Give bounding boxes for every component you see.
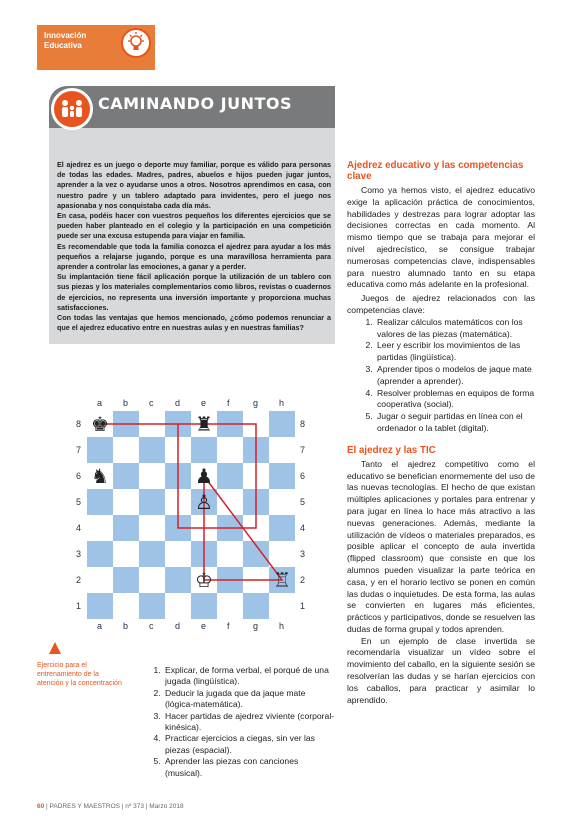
board-square-e7 [191, 437, 217, 463]
board-square-d8 [165, 411, 191, 437]
board-square-g8 [243, 411, 269, 437]
rank-label: 3 [76, 549, 82, 559]
paragraph: En un ejemplo de clase invertida se recomendaría visualizar un vídeo sobre el movimiento del caballo, en la siguiente sesión se resolverían las dudas y se harían ejercicios con los caballos, para practicar y asimilar lo aprendido. [347, 635, 535, 705]
file-label: h [279, 398, 285, 408]
list-item: 4. Practicar ejercicios a ciegas, sin ver las piezas (espacial). [163, 733, 335, 756]
rank-label: 8 [76, 419, 82, 429]
file-label: c [149, 621, 154, 631]
intro-paragraph: El ajedrez es un juego o deporte muy familiar, porque es válido para personas de todas las edades. Madres, padres, abuelos e hijos pueden jugar juntos, aprender a la vez o ayudarse unos a otros. Nosotros aprendimos en casa, con nuestro padre y un tablero adaptado para invidentes, pero el juego nos apasionaba y nos conquistaba cada día más. [57, 160, 331, 210]
heading-tic: El ajedrez y las TIC [347, 444, 436, 456]
board-square-b8 [113, 411, 139, 437]
list-item: 4. Resolver problemas en equipos de forma cooperativa (social). [375, 388, 535, 412]
family-icon [51, 88, 93, 130]
rank-label: 5 [76, 497, 82, 507]
board-square-b3 [113, 541, 139, 567]
board-square-a1 [87, 593, 113, 619]
board-square-h3 [269, 541, 295, 567]
board-square-g3 [243, 541, 269, 567]
board-square-d1 [165, 593, 191, 619]
board-square-f5 [217, 489, 243, 515]
board-square-b7 [113, 437, 139, 463]
board-square-c5 [139, 489, 165, 515]
board-square-f1 [217, 593, 243, 619]
board-square-a7 [87, 437, 113, 463]
board-square-b2 [113, 567, 139, 593]
board-square-f2 [217, 567, 243, 593]
section-tag-line1: Innovación [44, 31, 87, 40]
paragraph: Juegos de ajedrez relacionados con las competencias clave: [347, 293, 535, 315]
file-label: b [123, 398, 129, 408]
board-square-g1 [243, 593, 269, 619]
board-square-h8 [269, 411, 295, 437]
competencias-list [347, 317, 535, 435]
list-item: 2. Leer y escribir los movimientos de las partidas (lingüística). [375, 340, 535, 364]
board-square-b1 [113, 593, 139, 619]
page-number: 60 [37, 803, 45, 810]
section-tag-line2: Educativa [44, 41, 82, 50]
board-square-c2 [139, 567, 165, 593]
rank-label: 1 [76, 601, 82, 611]
board-square-c4 [139, 515, 165, 541]
caption-arrow-icon [49, 642, 61, 654]
file-label: h [279, 621, 285, 631]
intro-paragraph: En casa, podéis hacer con vuestros pequeños los diferentes ejercicios que se pueden haber planteado en el colegio y la participación en una competición puede ser una excusa estupenda para viajar en familia. [57, 211, 331, 241]
file-label: d [175, 398, 181, 408]
rank-label: 7 [76, 445, 82, 455]
board-square-g6 [243, 463, 269, 489]
figure-caption: Ejercicio para el entrenamiento de la atención y la concentración [37, 662, 122, 688]
board-square-c7 [139, 437, 165, 463]
board-square-f6 [217, 463, 243, 489]
chess-piece-e8: ♜ [195, 412, 213, 436]
rank-label: 6 [300, 471, 306, 481]
intro-paragraph: Su implantación tiene fácil aplicación porque la utilización de un tablero con sus piezas y los materiales complementarios como libros, revistas o cuadernos de ejercicios, no representa una inversión importante y proporciona muchas satisfacciones. [57, 272, 331, 312]
issue-number: nº 373 [125, 803, 144, 810]
board-square-d3 [165, 541, 191, 567]
board-square-d4 [165, 515, 191, 541]
board-square-h4 [269, 515, 295, 541]
board-square-e3 [191, 541, 217, 567]
board-square-c3 [139, 541, 165, 567]
board-square-h6 [269, 463, 295, 489]
chess-piece-e2: ♔ [195, 568, 213, 592]
rank-label: 2 [76, 575, 82, 585]
list-item: 5. Jugar o seguir partidas en línea con el ordenador o la tablet (digital). [375, 411, 535, 435]
heading-competencias: Ajedrez educativo y las competencias clave [347, 160, 524, 182]
rank-label: 3 [300, 549, 306, 559]
board-square-c6 [139, 463, 165, 489]
board-square-h1 [269, 593, 295, 619]
board-square-f3 [217, 541, 243, 567]
magazine-name: PADRES Y MAESTROS [49, 803, 120, 810]
list-item: 2. Deducir la jugada que da jaque mate (lógica-matemática). [163, 688, 335, 711]
chess-piece-e6: ♟ [195, 464, 213, 488]
board-square-f8 [217, 411, 243, 437]
exercise-list [145, 665, 335, 779]
list-item: 1. Explicar, de forma verbal, el porqué de una jugada (lingüística). [163, 665, 335, 688]
chess-piece-e5: ♙ [195, 490, 213, 514]
board-square-a2 [87, 567, 113, 593]
board-square-d7 [165, 437, 191, 463]
board-square-h5 [269, 489, 295, 515]
board-square-b4 [113, 515, 139, 541]
board-square-f7 [217, 437, 243, 463]
rank-label: 6 [76, 471, 82, 481]
board-square-g2 [243, 567, 269, 593]
board-square-g4 [243, 515, 269, 541]
intro-paragraph: Con todas las ventajas que hemos mencionado, ¿cómo podemos renunciar a que el ajedrez educativo entre en nuestras aulas y en nuestras familias? [57, 313, 331, 333]
chess-piece-a8: ♚ [91, 412, 109, 436]
board-square-e4 [191, 515, 217, 541]
board-square-c1 [139, 593, 165, 619]
board-square-g5 [243, 489, 269, 515]
file-label: e [201, 621, 207, 631]
issue-date: Marzo 2018 [149, 803, 184, 810]
file-label: f [227, 621, 230, 631]
board-square-d2 [165, 567, 191, 593]
board-square-g7 [243, 437, 269, 463]
rank-label: 2 [300, 575, 306, 585]
board-square-d5 [165, 489, 191, 515]
right-column [347, 160, 535, 706]
board-square-a5 [87, 489, 113, 515]
page-footer: 60 | PADRES Y MAESTROS | nº 373 | Marzo 2018 [37, 803, 184, 810]
rank-label: 4 [300, 523, 306, 533]
chess-piece-h2: ♖ [273, 568, 291, 592]
file-label: g [253, 398, 259, 408]
rank-label: 5 [300, 497, 306, 507]
list-item: 3. Hacer partidas de ajedrez viviente (corporal-kinésica). [163, 711, 335, 734]
section-title: CAMINANDO JUNTOS [98, 94, 292, 113]
paragraph: Tanto el ajedrez competitivo como el educativo se benefician enormemente del uso de las nuevas tecnologías. El hecho de que existan múltiples aplicaciones y portales para entrenar y para jugar en línea lo hace más atractivo a las nuevas generaciones. Además, mediante la utilización de vídeos o materiales preparados, es posible aplicar el concepto de aula invertida (flipped classroom) que consiste en que los alumnos pueden visualizar la parte teórica en casa, y en el horario lectivo se ponen en común las dudas o inquietudes. De esta forma, las aulas se convierten en lugares más eficientes, prácticos y participativos, donde se resuelven las dudas de forma grupal y todos aprenden. [347, 458, 535, 634]
intro-text [57, 160, 331, 333]
file-label: b [123, 621, 129, 631]
paragraph: Como ya hemos visto, el ajedrez educativo exige la aplicación práctica de conocimientos, habilidades y destrezas para lograr adoptar las decisiones correctas en cada momento. Al mismo tiempo que se trabaja para mejorar el nivel ajedrecístico, se consigue trabajar numerosas competencias clave, indispensables para nuestro alumnado tanto en su etapa educativa como más adelante en la profesional. [347, 185, 535, 290]
board-square-c8 [139, 411, 165, 437]
file-label: c [149, 398, 154, 408]
board-square-a3 [87, 541, 113, 567]
board-square-h7 [269, 437, 295, 463]
list-item: 3. Aprender tipos o modelos de jaque mate (aprender a aprender). [375, 364, 535, 388]
board-square-e1 [191, 593, 217, 619]
intro-paragraph: Es recomendable que toda la familia conozca el ajedrez para ayudar a los más pequeños a relajarse jugando, porque es una maravillosa herramienta para aprender a controlar las emociones, a ganar y a perder. [57, 241, 331, 272]
board-square-f4 [217, 515, 243, 541]
board-square-a4 [87, 515, 113, 541]
board-square-b5 [113, 489, 139, 515]
section-tag [37, 25, 155, 70]
file-label: f [227, 398, 230, 408]
section-tag-label [44, 31, 114, 51]
list-item: 5. Aprender las piezas con canciones (musical). [163, 756, 335, 779]
rank-label: 4 [76, 523, 82, 533]
rank-label: 8 [300, 419, 306, 429]
chess-piece-a6: ♞ [91, 464, 109, 488]
file-label: a [97, 621, 103, 631]
file-label: e [201, 398, 207, 408]
board-square-d6 [165, 463, 191, 489]
rank-label: 1 [300, 601, 306, 611]
board-square-b6 [113, 463, 139, 489]
list-item: 1. Realizar cálculos matemáticos con los valores de las piezas (matemática). [375, 317, 535, 341]
file-label: a [97, 398, 103, 408]
rank-label: 7 [300, 445, 306, 455]
file-label: d [175, 621, 181, 631]
file-label: g [253, 621, 259, 631]
lightbulb-icon [121, 28, 151, 58]
